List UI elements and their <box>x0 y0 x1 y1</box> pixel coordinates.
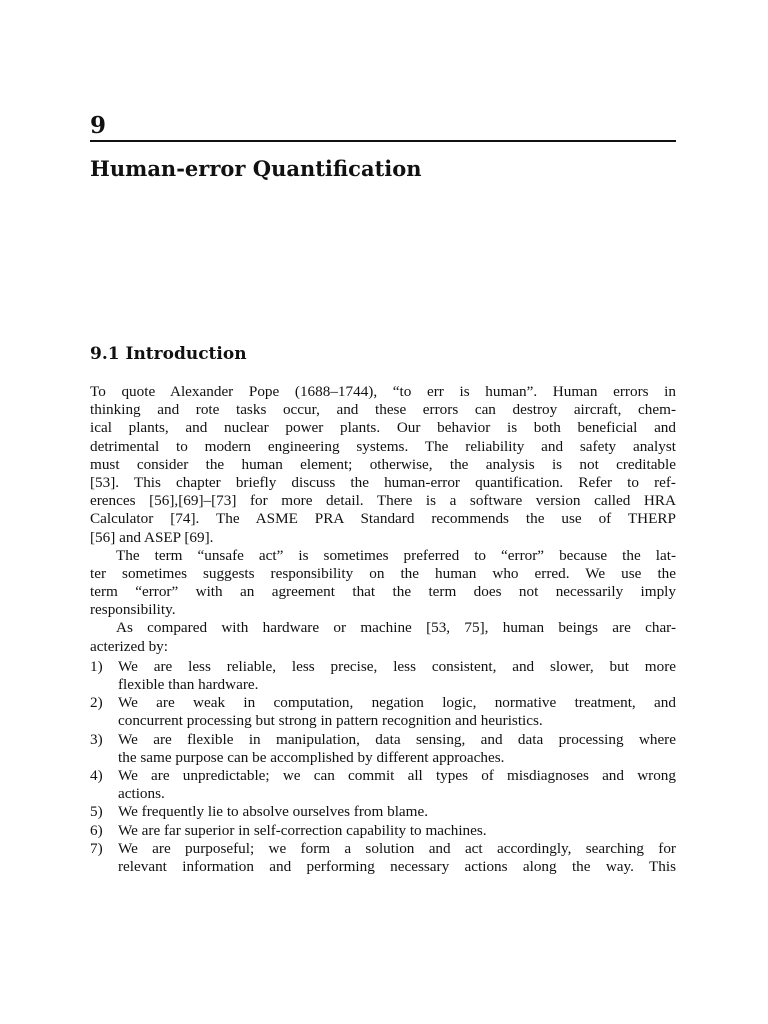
list-marker: 6) <box>90 821 103 839</box>
section-heading: 9.1 Introduction <box>90 344 247 364</box>
text-line: acterized by: <box>90 637 168 655</box>
text-line: We are far superior in self-correction capability to machines. <box>118 821 487 839</box>
text-line: As compared with hardware or machine [53, 75], human beings are char- <box>116 619 676 637</box>
list-item-text <box>118 694 676 730</box>
list-item <box>90 658 676 694</box>
text-line: erences [56],[69]–[73] for more detail. There is a software version called HRA <box>90 492 676 510</box>
text-line: We are less reliable, less precise, less consistent, and slower, but more <box>118 657 676 675</box>
text-line: Calculator [74]. The ASME PRA Standard recommends the use of THERP <box>90 510 676 528</box>
paragraph <box>90 619 676 655</box>
text-line: We are flexible in manipulation, data sensing, and data processing where <box>118 730 676 748</box>
list-item <box>90 822 676 840</box>
text-line: the same purpose can be accomplished by different approaches. <box>118 748 505 766</box>
list-marker: 4) <box>90 766 103 784</box>
list-marker: 2) <box>90 694 103 712</box>
text-line: relevant information and performing necessary actions along the way. This <box>118 857 676 875</box>
list-item <box>90 803 676 821</box>
text-line: We frequently lie to absolve ourselves from blame. <box>118 803 429 821</box>
list-item-text <box>118 803 676 821</box>
text-line: [53]. This chapter briefly discuss the human-error quantification. Refer to ref- <box>90 473 676 491</box>
text-line: flexible than hardware. <box>118 676 259 693</box>
body-text <box>90 383 676 876</box>
list-marker: 7) <box>90 839 103 857</box>
list-item-text <box>118 822 676 840</box>
list-item <box>90 767 676 803</box>
text-line: detrimental to modern engineering systems. The reliability and safety analyst <box>90 437 676 455</box>
paragraphs <box>90 383 676 656</box>
text-line: ical plants, and nuclear power plants. Our behavior is both beneficial and <box>90 419 676 437</box>
list-item-text <box>118 658 676 694</box>
text-line: We are purposeful; we form a solution and act accordingly, searching for <box>118 839 676 857</box>
chapter-rule <box>90 140 676 142</box>
list-item-text <box>118 840 676 876</box>
text-line: concurrent processing but strong in pattern recognition and heuristics. <box>118 712 543 730</box>
paragraph <box>90 547 676 620</box>
text-line: must consider the human element; otherwise, the analysis is not creditable <box>90 455 676 473</box>
text-line: responsibility. <box>90 601 176 619</box>
characteristics-list <box>90 658 676 876</box>
list-item <box>90 840 676 876</box>
text-line: To quote Alexander Pope (1688–1744), “to err is human”. Human errors in <box>90 383 676 400</box>
list-item-text <box>118 767 676 803</box>
chapter-number: 9 <box>90 112 107 139</box>
text-line: term “error” with an agreement that the term does not necessarily imply <box>90 583 676 601</box>
list-item-text <box>118 731 676 767</box>
chapter-title: Human-error Quantification <box>90 156 422 181</box>
list-marker: 1) <box>90 657 103 675</box>
list-marker: 3) <box>90 730 103 748</box>
text-line: ter sometimes suggests responsibility on the human who erred. We use the <box>90 564 676 582</box>
text-line: We are weak in computation, negation logic, normative treatment, and <box>118 694 676 712</box>
text-line: The term “unsafe act” is sometimes preferred to “error” because the lat- <box>116 546 676 564</box>
text-line: actions. <box>118 785 165 803</box>
list-item <box>90 731 676 767</box>
text-line: thinking and rote tasks occur, and these errors can destroy aircraft, chem- <box>90 401 676 419</box>
text-line: [56] and ASEP [69]. <box>90 528 214 546</box>
text-line: We are unpredictable; we can commit all types of misdiagnoses and wrong <box>118 766 676 784</box>
list-marker: 5) <box>90 803 103 821</box>
list-item <box>90 694 676 730</box>
paragraph <box>90 383 676 547</box>
